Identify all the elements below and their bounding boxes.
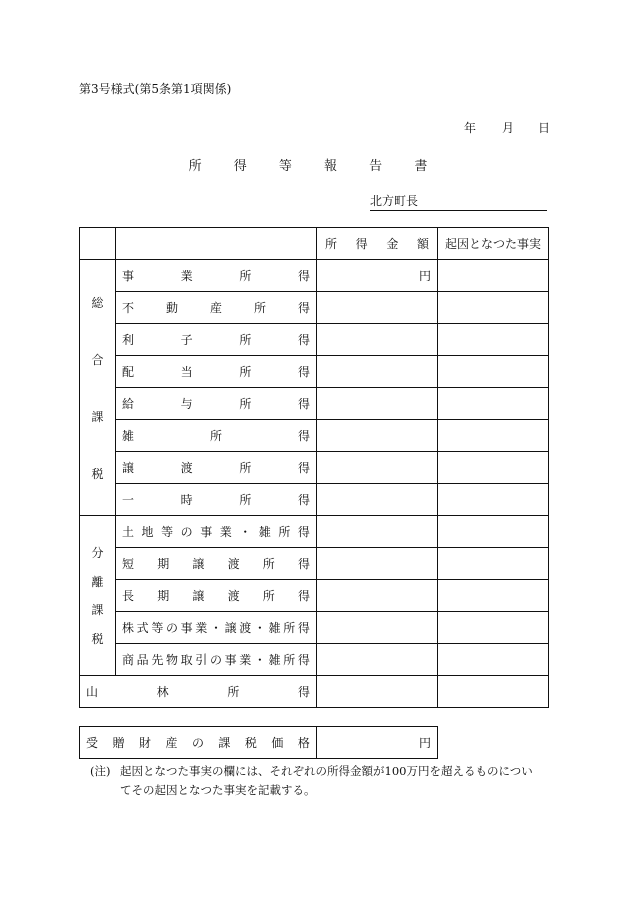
income-item-label [122, 651, 310, 668]
income-item-char: 譲 [192, 557, 205, 571]
income-item-char: 渡 [239, 621, 252, 635]
income-item-char: 先 [151, 653, 164, 667]
table-row [80, 420, 549, 452]
forest-income-char: 林 [156, 685, 169, 699]
income-item-char: 雑 [122, 429, 135, 443]
income-item-char: 譲 [192, 589, 205, 603]
income-item-char: 動 [165, 301, 178, 315]
cause-cell[interactable] [438, 452, 549, 484]
income-item-char: 所 [209, 429, 222, 443]
income-item-char: 等 [151, 621, 164, 635]
income-item-char: 得 [297, 301, 310, 315]
category-char: 離 [91, 574, 104, 589]
forest-income-label [86, 683, 310, 700]
income-item-char: 産 [209, 301, 222, 315]
income-item-char: 得 [297, 493, 310, 507]
income-item-cell [116, 484, 317, 516]
income-item-char: 得 [297, 333, 310, 347]
amount-cell[interactable] [317, 548, 438, 580]
income-item-char: 給 [122, 397, 135, 411]
income-table [79, 227, 549, 708]
income-item-char: 得 [297, 397, 310, 411]
gift-label-char: 価 [271, 736, 284, 750]
category-char: 合 [91, 352, 104, 367]
income-item-char: 得 [297, 365, 310, 379]
gift-amount-cell[interactable] [317, 727, 438, 759]
income-item-char: 所 [262, 557, 275, 571]
header-blank-item [116, 228, 317, 260]
amount-cell[interactable] [317, 324, 438, 356]
income-item-char: 渡 [180, 461, 193, 475]
income-item-char: 式 [136, 621, 149, 635]
table-row [80, 548, 549, 580]
income-item-char: 当 [180, 365, 193, 379]
amount-cell[interactable] [317, 676, 438, 708]
income-item-label [122, 331, 310, 348]
income-item-char: 渡 [227, 589, 240, 603]
table-row [80, 260, 549, 292]
income-item-char: 事 [224, 653, 237, 667]
note-line2: てその起因となつた事実を記載する。 [120, 783, 316, 797]
income-item-char: 譲 [224, 621, 237, 635]
income-item-char: ・ [239, 525, 252, 539]
amount-cell[interactable] [317, 484, 438, 516]
table-row [80, 356, 549, 388]
category-char: 課 [91, 409, 104, 424]
income-item-char: 品 [136, 653, 149, 667]
gift-label-char: 産 [165, 736, 178, 750]
income-item-cell [116, 356, 317, 388]
table-row [80, 484, 549, 516]
table-row [80, 580, 549, 612]
income-item-label [122, 619, 310, 636]
category-cell [80, 516, 116, 676]
income-item-label [122, 299, 310, 316]
table-row [80, 388, 549, 420]
income-item-char: 所 [239, 397, 252, 411]
header-amount [317, 228, 438, 260]
income-item-char: 得 [297, 269, 310, 283]
income-item-char: 長 [122, 589, 135, 603]
income-item-char: 業 [180, 269, 193, 283]
income-item-char: 所 [239, 461, 252, 475]
table-row-forest [80, 676, 549, 708]
cause-cell[interactable] [438, 388, 549, 420]
amount-cell[interactable] [317, 644, 438, 676]
income-item-char: 事 [122, 269, 135, 283]
header-cause: 起因となつた事実 [438, 228, 549, 260]
income-item-char: 雑 [268, 621, 281, 635]
table-row [80, 516, 549, 548]
header-blank-category [80, 228, 116, 260]
income-item-label [122, 459, 310, 476]
income-item-char: 利 [122, 333, 135, 347]
income-item-cell [116, 420, 317, 452]
income-item-char: 所 [239, 365, 252, 379]
income-item-char: ・ [253, 621, 266, 635]
income-item-char: 株 [122, 621, 135, 635]
income-item-char: ・ [253, 653, 266, 667]
amount-cell[interactable] [317, 516, 438, 548]
income-item-label [122, 363, 310, 380]
income-item-label [122, 427, 310, 444]
income-item-label [122, 555, 310, 572]
amount-cell[interactable] [317, 612, 438, 644]
income-item-char: 得 [297, 589, 310, 603]
cause-cell[interactable] [438, 356, 549, 388]
category-char: 税 [91, 632, 104, 647]
income-item-char: 渡 [227, 557, 240, 571]
gift-label-cell [80, 727, 317, 759]
cause-cell[interactable] [438, 548, 549, 580]
header-amount-char: 金 [386, 237, 399, 251]
income-item-cell [116, 612, 317, 644]
income-item-char: 地 [141, 525, 154, 539]
income-item-char: 所 [278, 525, 291, 539]
cause-cell[interactable] [438, 292, 549, 324]
cause-cell[interactable] [438, 644, 549, 676]
gift-label [86, 734, 310, 751]
income-item-cell [116, 644, 317, 676]
income-item-char: 得 [297, 653, 310, 667]
table-row [80, 292, 549, 324]
income-item-char: 得 [297, 557, 310, 571]
income-item-char: 所 [253, 301, 266, 315]
category-char: 分 [91, 545, 104, 560]
income-item-label [122, 395, 310, 412]
income-item-char: 得 [297, 621, 310, 635]
income-item-cell [116, 452, 317, 484]
amount-cell[interactable] [317, 260, 438, 292]
income-item-char: 期 [157, 589, 170, 603]
income-item-cell [116, 580, 317, 612]
income-item-char: 商 [122, 653, 135, 667]
category-cell [80, 260, 116, 516]
income-item-cell [116, 388, 317, 420]
income-item-char: の [209, 653, 222, 667]
income-item-char: 得 [297, 429, 310, 443]
table-row [80, 644, 549, 676]
date-year: 年 [464, 121, 477, 135]
gift-label-char: の [191, 736, 204, 750]
income-item-char: 物 [165, 653, 178, 667]
form-number: 第3号様式(第5条第1項関係) [79, 82, 232, 96]
amount-cell[interactable] [317, 388, 438, 420]
income-item-char: 一 [122, 493, 135, 507]
amount-cell[interactable] [317, 356, 438, 388]
income-item-cell [116, 324, 317, 356]
gift-label-char: 格 [297, 736, 310, 750]
income-item-char: 等 [161, 525, 174, 539]
income-item-char: 所 [239, 493, 252, 507]
income-item-label [122, 491, 310, 508]
income-item-char: 所 [239, 269, 252, 283]
header-amount-char: 所 [325, 237, 338, 251]
category-label [80, 274, 115, 502]
amount-cell[interactable] [317, 452, 438, 484]
income-item-char: 所 [283, 653, 296, 667]
income-item-label [122, 523, 310, 540]
income-item-char: 期 [157, 557, 170, 571]
table-row [80, 324, 549, 356]
income-item-char: 所 [239, 333, 252, 347]
income-item-char: の [165, 621, 178, 635]
forest-income-char: 所 [227, 685, 240, 699]
category-char: 課 [91, 603, 104, 618]
cause-cell[interactable] [438, 580, 549, 612]
gift-yen-unit: 円 [418, 736, 431, 750]
income-item-char: 所 [262, 589, 275, 603]
income-item-char: 土 [122, 525, 135, 539]
addressee: 北方町長 [370, 192, 547, 211]
gift-label-char: 贈 [112, 736, 125, 750]
income-item-char: 業 [239, 653, 252, 667]
income-item-char: の [180, 525, 193, 539]
header-row [80, 228, 549, 260]
cause-cell[interactable] [438, 324, 549, 356]
income-item-char: 時 [180, 493, 193, 507]
cause-cell[interactable] [438, 516, 549, 548]
header-amount-char: 額 [416, 237, 429, 251]
income-item-char: 取 [180, 653, 193, 667]
date-day: 日 [538, 121, 551, 135]
income-item-char: 雑 [268, 653, 281, 667]
yen-unit: 円 [418, 269, 431, 283]
income-item-char: 与 [180, 397, 193, 411]
income-item-char: 不 [122, 301, 135, 315]
amount-cell[interactable] [317, 580, 438, 612]
cause-cell[interactable] [438, 420, 549, 452]
income-item-char: 短 [122, 557, 135, 571]
amount-cell[interactable] [317, 292, 438, 324]
cause-cell[interactable] [438, 484, 549, 516]
income-item-char: 得 [297, 525, 310, 539]
header-amount-char: 得 [355, 237, 368, 251]
cause-cell[interactable] [438, 612, 549, 644]
cause-cell[interactable] [438, 260, 549, 292]
income-item-char: 得 [297, 461, 310, 475]
table-row [80, 452, 549, 484]
note-line1: 起因となつた事実の欄には、それぞれの所得金額が100万円を超えるものについ [120, 764, 533, 778]
income-item-char: 配 [122, 365, 135, 379]
income-item-char: 業 [195, 621, 208, 635]
note [90, 762, 560, 800]
page-title: 所 得 等 報 告 書 [188, 159, 442, 174]
date-month: 月 [502, 121, 515, 135]
income-item-char: 雑 [258, 525, 271, 539]
income-item-cell [116, 548, 317, 580]
header-amount-label [325, 235, 429, 252]
gift-label-char: 税 [244, 736, 257, 750]
gift-label-char: 財 [138, 736, 151, 750]
income-item-char: 譲 [122, 461, 135, 475]
income-item-char: 所 [283, 621, 296, 635]
cause-cell[interactable] [438, 676, 549, 708]
gift-label-char: 受 [86, 736, 99, 750]
table-row [80, 612, 549, 644]
income-item-label [122, 267, 310, 284]
category-char: 総 [91, 295, 104, 310]
income-item-cell [116, 260, 317, 292]
income-item-char: 事 [180, 621, 193, 635]
income-item-char: ・ [209, 621, 222, 635]
note-label: (注) [90, 764, 111, 778]
income-item-cell [116, 292, 317, 324]
category-label [80, 538, 115, 653]
gift-row [80, 727, 438, 759]
gift-table [79, 726, 438, 759]
income-item-char: 業 [219, 525, 232, 539]
amount-cell[interactable] [317, 420, 438, 452]
forest-income-char: 得 [297, 685, 310, 699]
forest-income-char: 山 [86, 685, 99, 699]
gift-label-char: 課 [218, 736, 231, 750]
income-item-cell [116, 516, 317, 548]
income-item-label [122, 587, 310, 604]
income-item-char: 引 [195, 653, 208, 667]
income-item-char: 子 [180, 333, 193, 347]
forest-income-cell [80, 676, 317, 708]
income-item-char: 事 [200, 525, 213, 539]
category-char: 税 [91, 466, 104, 481]
